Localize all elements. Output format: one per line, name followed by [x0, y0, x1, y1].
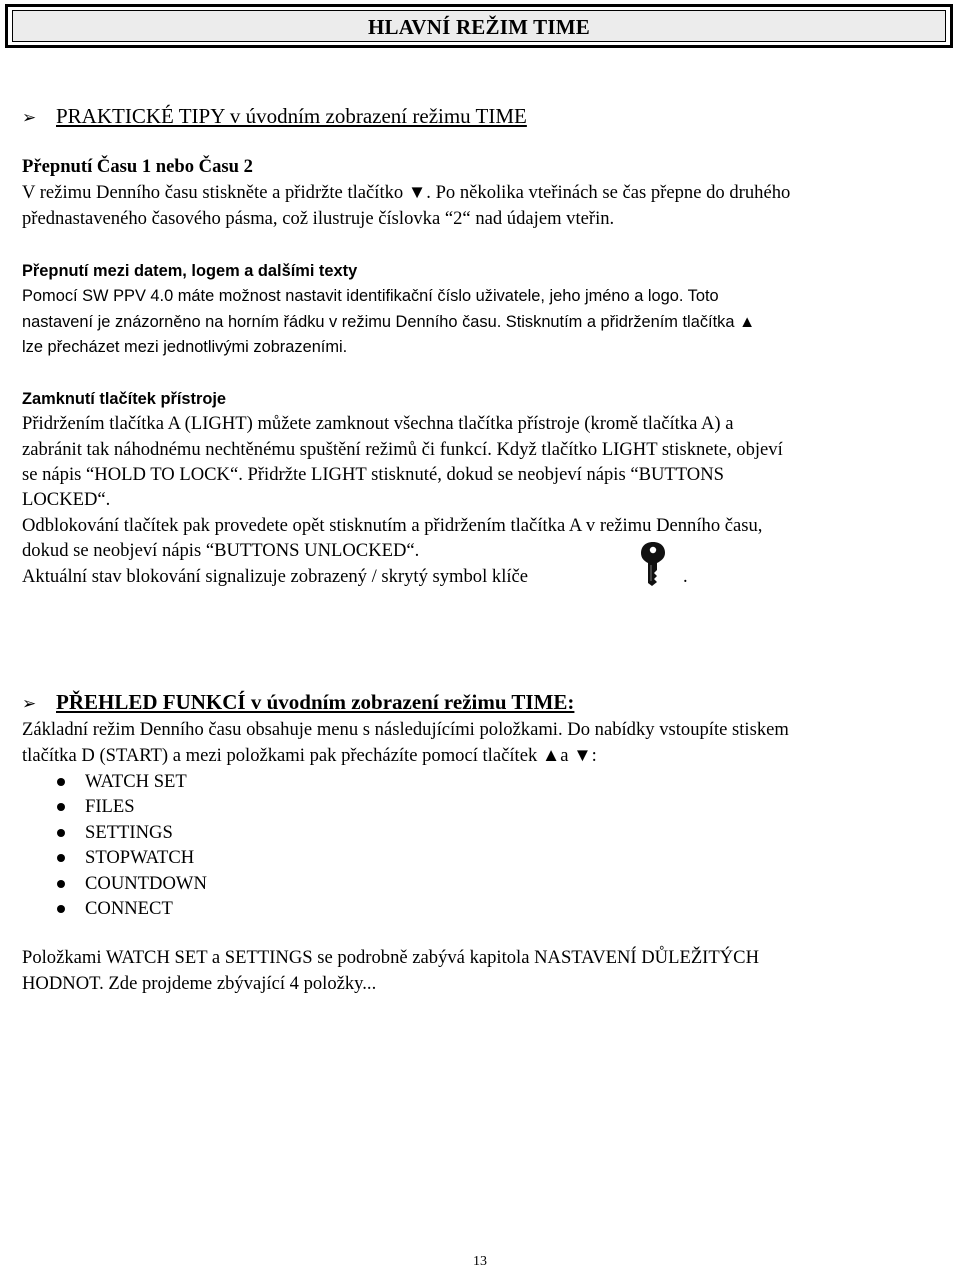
paragraph-line: nastavení je znázorněno na horním řádku v režimu Denního času. Stisknutím a přidržením tlačítka ▲ — [22, 313, 756, 331]
paragraph-line: přednastaveného časového pásma, což ilustruje číslovka “2“ nad údajem vteřin. — [22, 208, 615, 229]
paragraph-line: se nápis “HOLD TO LOCK“. Přidržte LIGHT stisknuté, dokud se neobjeví nápis “BUTTONS — [22, 464, 724, 485]
paragraph-line: dokud se neobjeví nápis “BUTTONS UNLOCKED“. — [22, 540, 420, 561]
section-title: PRAKTICKÉ TIPY v úvodním zobrazení režimu TIME — [56, 104, 527, 128]
paragraph-line: lze přecházet mezi jednotlivými zobrazeními. — [22, 338, 348, 356]
page-number: 13 — [473, 1254, 487, 1269]
key-icon — [640, 541, 666, 587]
bullet-dot-icon — [57, 854, 65, 862]
bullet-dot-icon — [57, 905, 65, 913]
list-item: WATCH SET — [85, 771, 187, 792]
paragraph-line: Základní režim Denního času obsahuje menu s následujícími položkami. Do nabídky vstoupíte stiskem — [22, 719, 789, 740]
paragraph-line: LOCKED“. — [22, 489, 111, 510]
section-heading-tips — [22, 104, 527, 129]
paragraph-line: Aktuální stav blokování signalizuje zobrazený / skrytý symbol klíče — [22, 566, 529, 587]
paragraph-line: V režimu Denního času stiskněte a přidržte tlačítko ▼. Po několika vteřinách se čas přepne do druhého — [22, 182, 791, 203]
subheading-date-logo: Přepnutí mezi datem, logem a dalšími texty — [22, 262, 358, 280]
list-item: COUNTDOWN — [85, 873, 207, 894]
bullet-dot-icon — [57, 778, 65, 786]
paragraph-line: Položkami WATCH SET a SETTINGS se podrobně zabývá kapitola NASTAVENÍ DŮLEŽITÝCH — [22, 947, 759, 968]
sentence-period: . — [683, 566, 688, 587]
list-item: CONNECT — [85, 898, 173, 919]
paragraph-line: HODNOT. Zde projdeme zbývající 4 položky... — [22, 973, 377, 994]
list-item: SETTINGS — [85, 822, 173, 843]
bullet-dot-icon — [57, 880, 65, 888]
bullet-dot-icon — [57, 803, 65, 811]
arrow-bullet-icon: ➢ — [22, 108, 37, 128]
paragraph-line: Přidržením tlačítka A (LIGHT) můžete zamknout všechna tlačítka přístroje (kromě tlačítka A) a — [22, 413, 734, 434]
paragraph-line: tlačítka D (START) a mezi položkami pak přecházíte pomocí tlačítek ▲a ▼: — [22, 745, 597, 766]
section-title: PŘEHLED FUNKCÍ v úvodním zobrazení režimu TIME: — [56, 690, 575, 714]
paragraph-line: zabránit tak náhodnému nechtěnému spuštění režimů či funkcí. Když tlačítko LIGHT stisknete, objeví — [22, 439, 783, 460]
subheading-button-lock: Zamknutí tlačítek přístroje — [22, 390, 227, 408]
list-item: STOPWATCH — [85, 847, 195, 868]
list-item: FILES — [85, 796, 135, 817]
header-box — [5, 4, 953, 48]
arrow-bullet-icon: ➢ — [22, 694, 37, 714]
section-heading-overview — [22, 690, 574, 715]
subheading-time-switch: Přepnutí Času 1 nebo Času 2 — [22, 156, 253, 177]
paragraph-line: Odblokování tlačítek pak provedete opět stisknutím a přidržením tlačítka A v režimu Denního času, — [22, 515, 763, 536]
bullet-dot-icon — [57, 829, 65, 837]
page-title: HLAVNÍ REŽIM TIME — [367, 15, 590, 39]
paragraph-line: Pomocí SW PPV 4.0 máte možnost nastavit identifikační číslo uživatele, jeho jméno a logo. Toto — [22, 287, 719, 305]
